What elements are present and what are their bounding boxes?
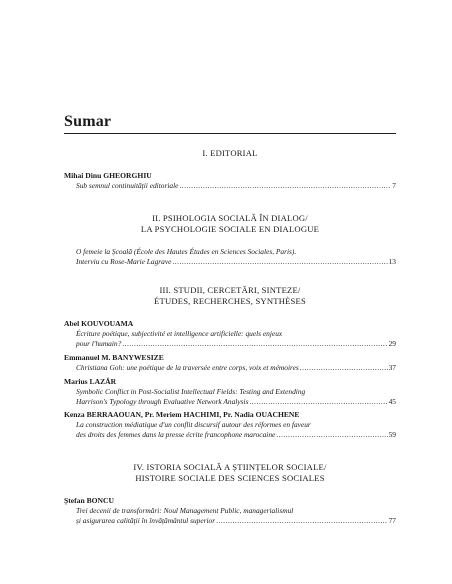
section-heading bbox=[64, 213, 396, 235]
section-heading bbox=[64, 285, 396, 307]
article-title-last-line bbox=[76, 257, 396, 267]
dot-leader bbox=[172, 257, 387, 267]
article-title-line: La construction médiatique d'un conflit discursif autour des réformes en faveur bbox=[76, 420, 311, 430]
article-title-line: Christiana Goh: une poétique de la traversée entre corps, voix et mémoires bbox=[76, 362, 299, 372]
entry-article-title bbox=[64, 506, 396, 526]
entry-author: Mihai Dinu GHEORGHIU bbox=[64, 171, 152, 180]
article-title-line: Harrison's Typology through Evaluative Network Analysis bbox=[76, 396, 249, 406]
entry-article-title bbox=[64, 181, 396, 191]
dot-leader bbox=[300, 363, 388, 373]
article-title-line: des droits des femmes dans la presse écrite francophone marocaine bbox=[76, 430, 276, 440]
entry-author: Marius LAZĂR bbox=[64, 376, 117, 386]
entry-article-title bbox=[64, 387, 396, 407]
article-title-line: Interviu cu Rose-Marie Lagrave bbox=[76, 256, 172, 266]
section-heading-line: I. EDITORIAL bbox=[202, 148, 258, 158]
page-number: 13 bbox=[388, 256, 396, 266]
page-number: 7 bbox=[392, 181, 396, 190]
toc-section bbox=[64, 148, 396, 191]
entry-article-title bbox=[64, 247, 396, 267]
article-title-line: Symbolic Conflict in Post-Socialist Intellectual Fields: Testing and Extending bbox=[76, 386, 306, 396]
page-number: 29 bbox=[388, 339, 396, 349]
section-heading-line: IV. ISTORIA SOCIALĂ A ȘTIINȚELOR SOCIALE/ bbox=[133, 461, 327, 472]
article-title-line: pour l'humain? bbox=[76, 339, 122, 349]
toc-section bbox=[64, 462, 396, 526]
article-title-last-line bbox=[76, 397, 396, 407]
article-title-line: Trei decenii de transformări: Noul Management Public, managerialismul bbox=[76, 505, 294, 515]
section-heading-line: III. STUDII, CERCETĂRI, SINTEZE/ bbox=[159, 285, 301, 296]
dot-leader bbox=[249, 397, 387, 407]
table-of-contents bbox=[64, 148, 396, 526]
dot-leader bbox=[179, 181, 391, 191]
section-heading-line: LA PSYCHOLOGIE SOCIALE EN DIALOGUE bbox=[140, 223, 320, 234]
article-title-line: Sub semnul continuității editoriale bbox=[76, 181, 179, 190]
page-number: 77 bbox=[388, 515, 396, 525]
section-heading bbox=[64, 462, 396, 484]
article-title-line: și asigurarea calității în învățământul superior bbox=[76, 515, 216, 525]
toc-section bbox=[64, 213, 396, 267]
section-heading-line: ÉTUDES, RECHERCHES, SYNTHÈSES bbox=[154, 296, 306, 307]
section-heading bbox=[64, 148, 396, 159]
article-title-last-line bbox=[76, 181, 396, 191]
article-title-last-line bbox=[76, 363, 396, 373]
page-number: 59 bbox=[388, 430, 396, 440]
entry-article-title bbox=[64, 363, 396, 373]
toc-entry bbox=[64, 319, 396, 349]
toc-entry bbox=[64, 496, 396, 526]
dot-leader bbox=[122, 339, 387, 349]
toc-entry bbox=[64, 171, 396, 191]
page-number: 45 bbox=[388, 396, 396, 406]
toc-entry bbox=[64, 353, 396, 373]
entry-author: Kenza BERRAAOUAN, Pr. Meriem HACHIMI, Pr. Nadia OUACHENE bbox=[64, 410, 300, 420]
dot-leader bbox=[216, 516, 387, 526]
title-divider bbox=[64, 133, 396, 134]
toc-section bbox=[64, 285, 396, 440]
entry-author: Abel KOUVOUAMA bbox=[64, 319, 134, 329]
entry-article-title bbox=[64, 420, 396, 440]
page-number: 37 bbox=[388, 362, 396, 372]
article-title-last-line bbox=[76, 339, 396, 349]
section-heading-line: HISTOIRE SOCIALE DES SCIENCES SOCIALES bbox=[135, 472, 325, 483]
section-heading-line: II. PSIHOLOGIA SOCIALĂ ÎN DIALOG/ bbox=[152, 212, 308, 223]
page-title: Sumar bbox=[64, 113, 112, 130]
entry-article-title bbox=[64, 329, 396, 349]
dot-leader bbox=[276, 430, 387, 440]
article-title-line: O femeie la Școală (École des Hautes Études en Sciences Sociales, Paris). bbox=[76, 246, 297, 256]
toc-entry bbox=[64, 410, 396, 440]
entry-author: Emmanuel M. BANYWESIZE bbox=[64, 352, 164, 362]
toc-entry bbox=[64, 377, 396, 407]
toc-entry bbox=[64, 247, 396, 267]
article-title-line: Écriture poétique, subjectivité et intelligence artificielle: quels enjeux bbox=[76, 329, 283, 339]
entry-author: Ștefan BONCU bbox=[64, 495, 114, 505]
article-title-last-line bbox=[76, 430, 396, 440]
article-title-last-line bbox=[76, 516, 396, 526]
